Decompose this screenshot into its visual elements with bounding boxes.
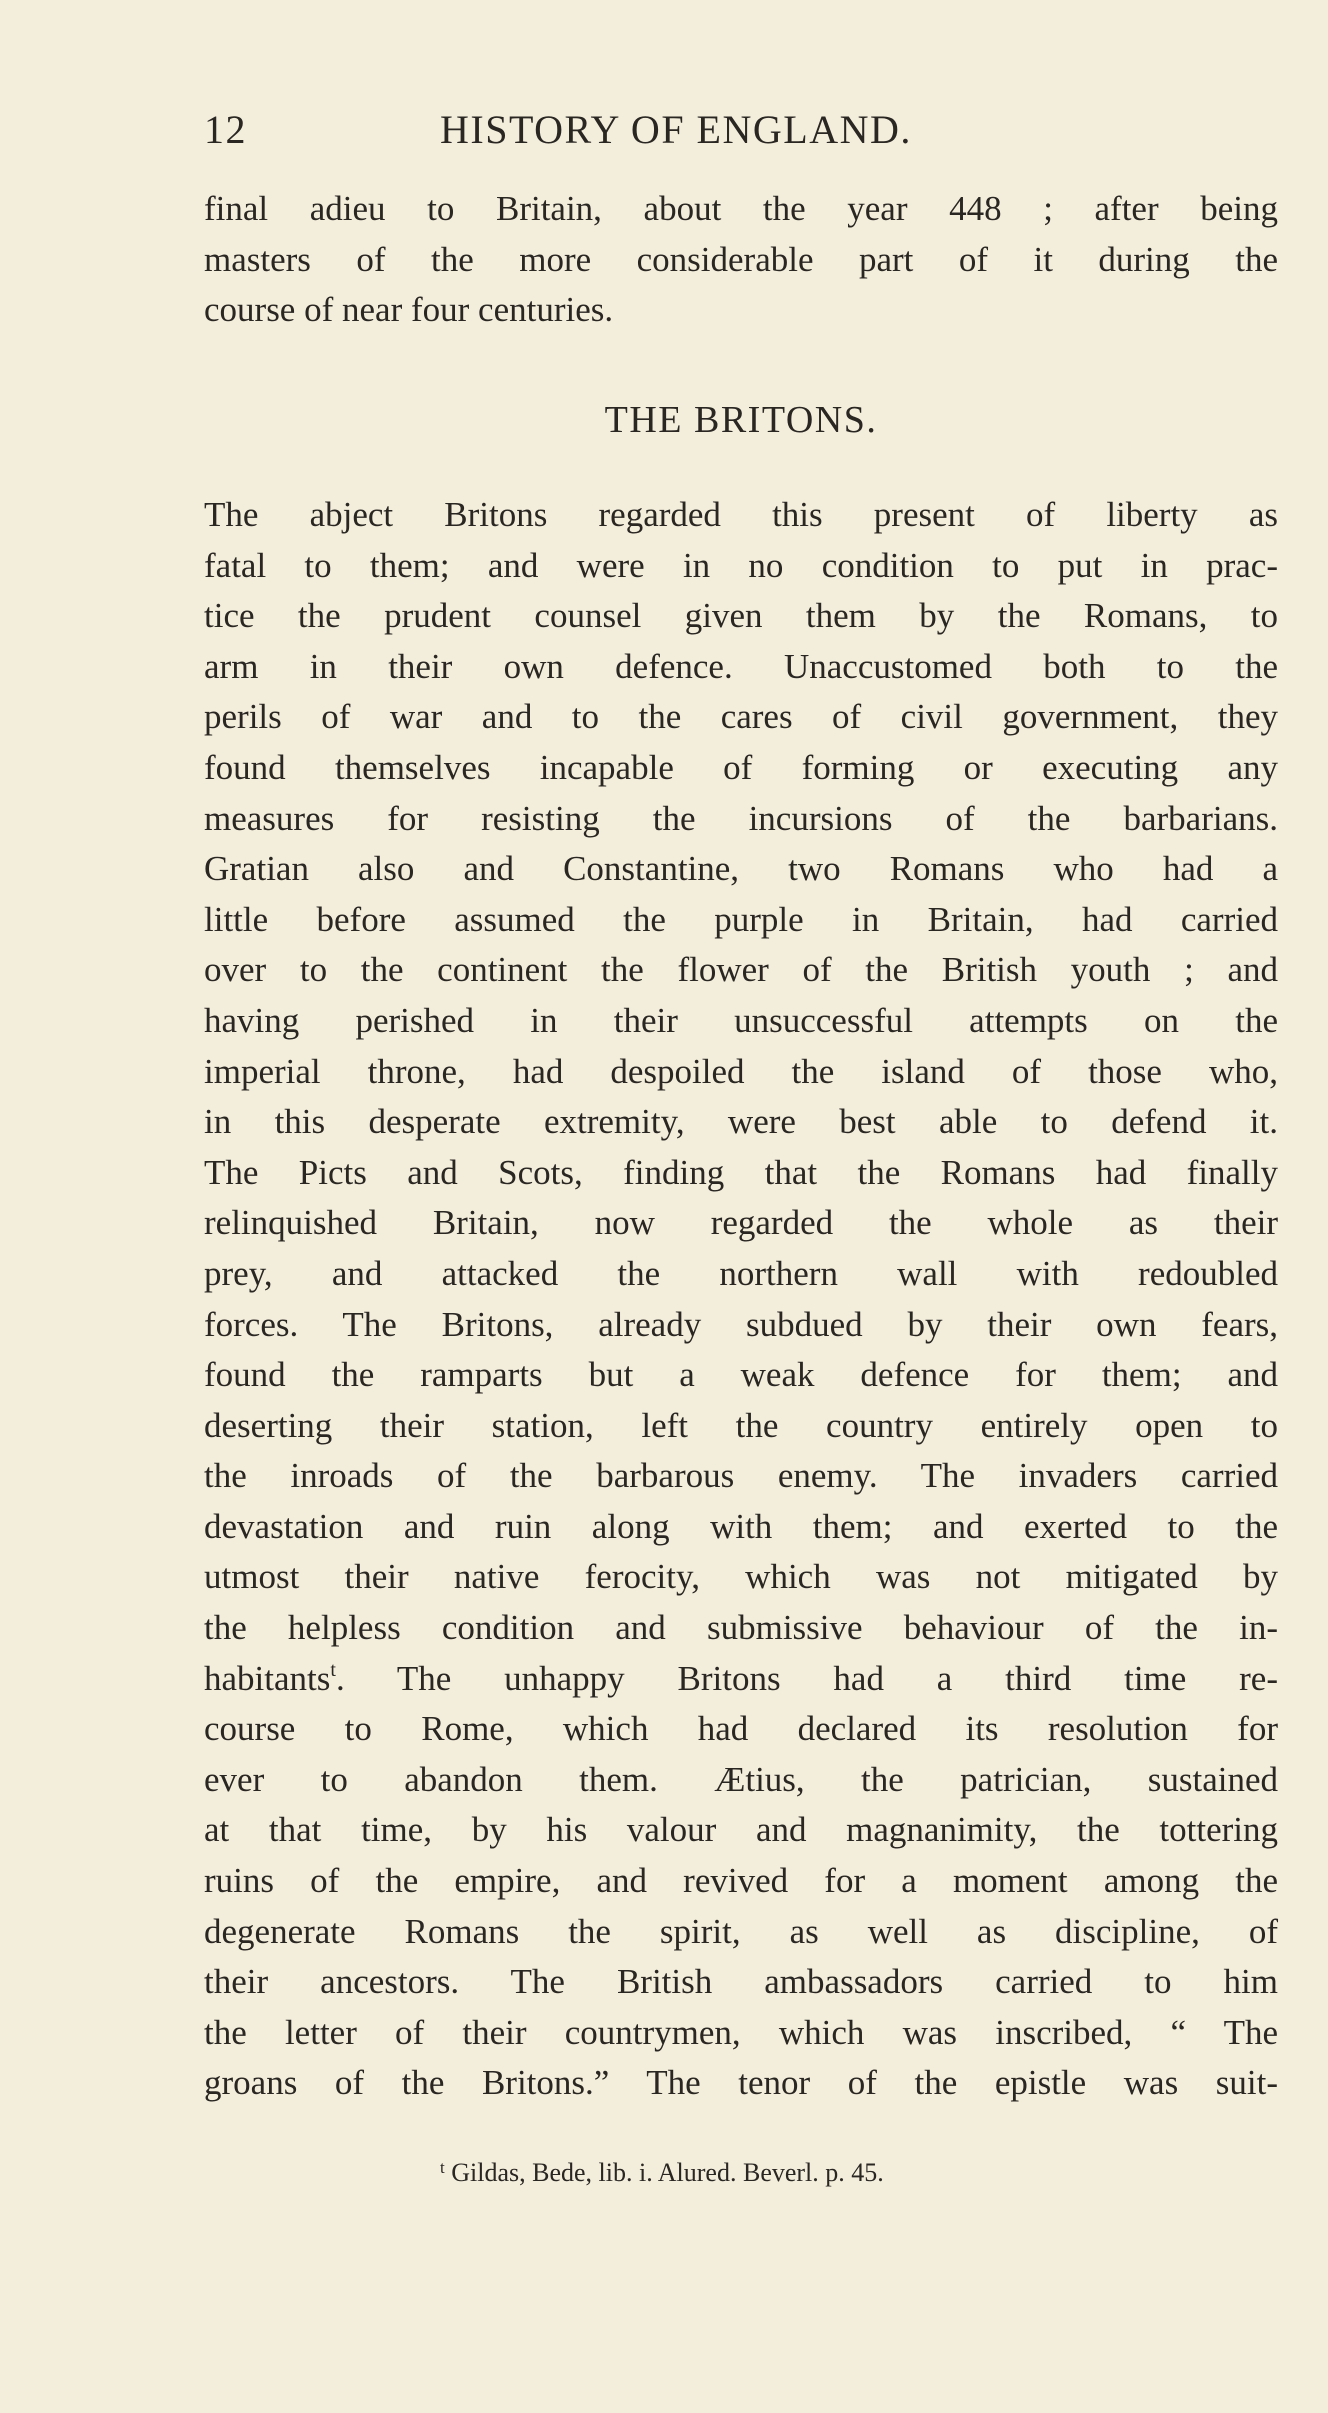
text-line: The abject Britons regarded this present of liberty as [204, 495, 1278, 534]
running-title: HISTORY OF ENGLAND. [440, 107, 912, 152]
text-line: course to Rome, which had declared its resolution for [204, 1709, 1278, 1749]
footnote-reference: t [330, 1658, 336, 1681]
text-line: imperial throne, had despoiled the island of those who, [204, 1051, 1278, 1091]
line-start: habitants [204, 1658, 331, 1698]
intro-paragraph [204, 184, 1278, 336]
text-line-with-footnote-ref [204, 1654, 1278, 1705]
text-line: The Picts and Scots, finding that the Romans had finally [204, 1152, 1278, 1192]
text-line: fatal to them; and were in no condition to put in prac- [204, 545, 1278, 585]
text-line: the letter of their countrymen, which was inscribed, “ The [204, 2012, 1278, 2052]
text-line: in this desperate extremity, were best able to defend it. [204, 1102, 1278, 1142]
text-line: prey, and attacked the northern wall with redoubled [204, 1253, 1278, 1293]
text-line: ever to abandon them. Ætius, the patrician, sustained [204, 1759, 1278, 1799]
footnote-text: Gildas, Bede, lib. i. Alured. Beverl. p. 45. [451, 2158, 884, 2187]
text-line: the helpless condition and submissive behaviour of the in- [204, 1608, 1278, 1648]
text-line: their ancestors. The British ambassadors carried to him [204, 1962, 1278, 2002]
text-line: ruins of the empire, and revived for a moment among the [204, 1861, 1278, 1901]
text-line: at that time, by his valour and magnanimity, the tottering [204, 1810, 1278, 1850]
text-line: the inroads of the barbarous enemy. The invaders carried [204, 1456, 1278, 1496]
text-line: masters of the more considerable part of it during the [204, 239, 1278, 279]
text-line: course of near four centuries. [204, 290, 614, 330]
section-heading: THE BRITONS. [604, 399, 878, 441]
text-line: final adieu to Britain, about the year 448 ; after being [204, 189, 1278, 228]
text-line: perils of war and to the cares of civil government, they [204, 697, 1278, 737]
text-line: forces. The Britons, already subdued by their own fears, [204, 1304, 1278, 1344]
text-line: over to the continent the flower of the British youth ; and [204, 950, 1278, 990]
text-line: relinquished Britain, now regarded the whole as their [204, 1203, 1278, 1243]
text-line: having perished in their unsuccessful attempts on the [204, 1000, 1278, 1040]
footnote [440, 2158, 884, 2188]
page-number: 12 [204, 107, 247, 152]
footnote-marker: t [440, 2158, 445, 2177]
text-line: found the ramparts but a weak defence for them; and [204, 1355, 1278, 1395]
text-line: devastation and ruin along with them; and exerted to the [204, 1506, 1278, 1546]
text-line: degenerate Romans the spirit, as well as discipline, of [204, 1911, 1278, 1951]
body-paragraph [204, 490, 1278, 2109]
text-line: Gratian also and Constantine, two Romans who had a [204, 849, 1278, 889]
text-line: deserting their station, left the country entirely open to [204, 1405, 1278, 1445]
page-header [204, 106, 1278, 156]
text-line: arm in their own defence. Unaccustomed both to the [204, 646, 1278, 686]
text-line: found themselves incapable of forming or executing any [204, 747, 1278, 787]
text-line: groans of the Britons.” The tenor of the epistle was suit- [204, 2063, 1278, 2103]
text-line: utmost their native ferocity, which was not mitigated by [204, 1557, 1278, 1597]
text-line: tice the prudent counsel given them by the Romans, to [204, 596, 1278, 636]
text-line: measures for resisting the incursions of the barbarians. [204, 798, 1278, 838]
text-line: little before assumed the purple in Britain, had carried [204, 899, 1278, 939]
line-end: . The unhappy Britons had a third time re- [335, 1658, 1278, 1698]
